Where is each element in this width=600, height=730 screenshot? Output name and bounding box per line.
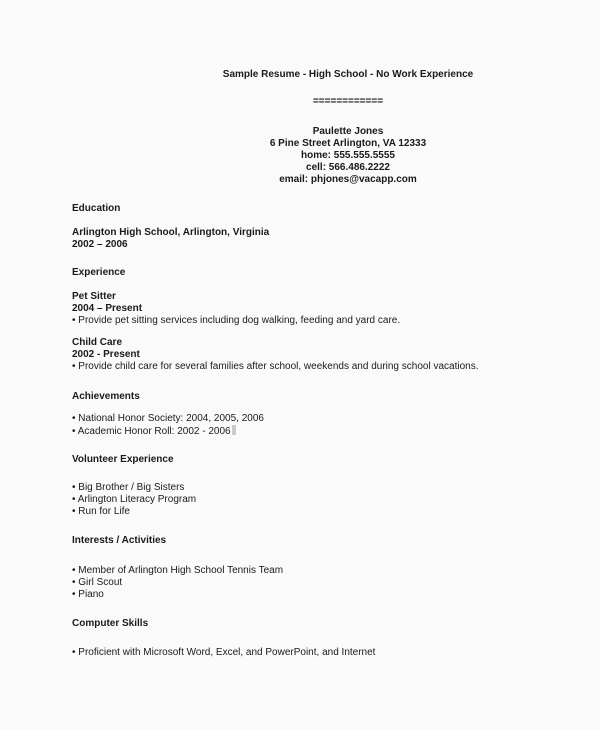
- job-dates: 2002 - Present: [72, 349, 140, 360]
- contact-home-phone: home: 555.555.5555: [301, 150, 395, 161]
- experience-heading: Experience: [72, 267, 126, 278]
- divider: ============: [312, 96, 384, 107]
- list-item: • National Honor Society: 2004, 2005, 2006: [72, 413, 264, 424]
- computer-skills-heading: Computer Skills: [72, 618, 149, 629]
- job-title: Child Care: [72, 337, 123, 348]
- text-cursor: [232, 425, 236, 435]
- list-item: [72, 425, 264, 437]
- experience-job-pet-sitter: [72, 291, 400, 327]
- interests-list: [72, 565, 283, 601]
- volunteer-heading: Volunteer Experience: [72, 454, 174, 465]
- job-bullet: • Provide child care for several families after school, weekends and during school vacations.: [72, 361, 479, 372]
- contact-block: [72, 126, 600, 186]
- list-item: • Big Brother / Big Sisters: [72, 482, 185, 493]
- education-dates: 2002 – 2006: [72, 239, 128, 250]
- computer-skills-list: [72, 647, 375, 659]
- list-item: • Member of Arlington High School Tennis Team: [72, 565, 284, 576]
- volunteer-list: [72, 482, 196, 518]
- list-item-text: • Academic Honor Roll: 2002 - 2006: [72, 426, 231, 437]
- page-title: Sample Resume - High School - No Work Experience: [222, 69, 474, 80]
- education-school: Arlington High School, Arlington, Virginia: [72, 227, 270, 238]
- list-item: • Girl Scout: [72, 577, 123, 588]
- contact-cell-phone: cell: 566.486.2222: [306, 162, 390, 173]
- education-entry: [72, 227, 269, 251]
- achievements-heading: Achievements: [72, 391, 140, 402]
- job-bullet: • Provide pet sitting services including dog walking, feeding and yard care.: [72, 315, 401, 326]
- interests-heading: Interests / Activities: [72, 535, 167, 546]
- achievements-list: [72, 413, 264, 437]
- list-item: • Run for Life: [72, 506, 130, 517]
- contact-name: Paulette Jones: [312, 126, 384, 137]
- job-title: Pet Sitter: [72, 291, 116, 302]
- contact-email: email: phjones@vacapp.com: [279, 174, 417, 185]
- education-heading: Education: [72, 203, 121, 214]
- contact-address: 6 Pine Street Arlington, VA 12333: [269, 138, 427, 149]
- list-item: • Piano: [72, 589, 104, 600]
- job-dates: 2004 – Present: [72, 303, 143, 314]
- experience-job-child-care: [72, 337, 478, 373]
- list-item: • Arlington Literacy Program: [72, 494, 197, 505]
- list-item: • Proficient with Microsoft Word, Excel, and PowerPoint, and Internet: [72, 647, 376, 658]
